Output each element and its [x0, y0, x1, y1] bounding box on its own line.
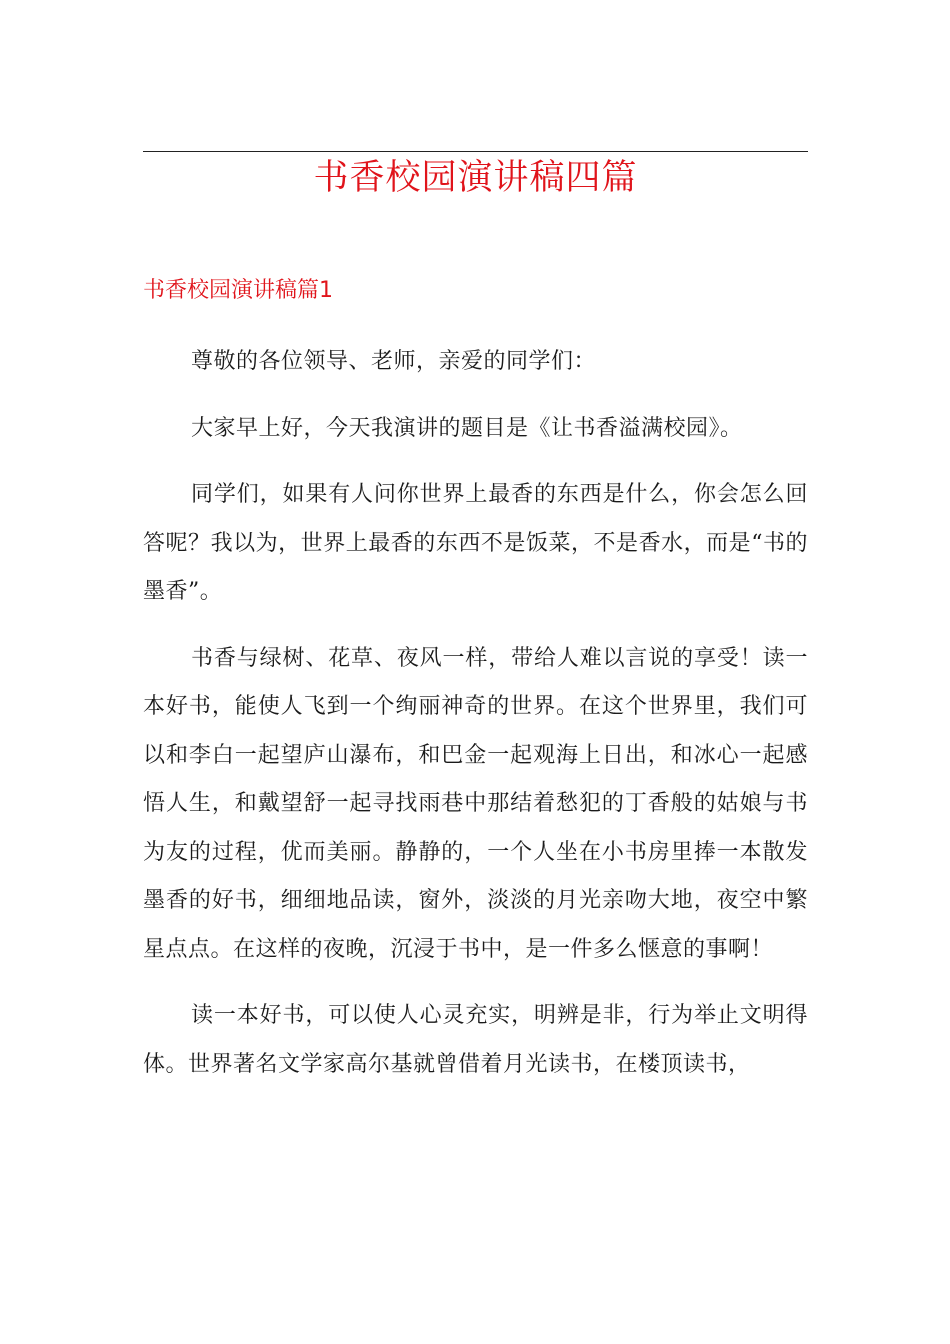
paragraph-greeting: 大家早上好，今天我演讲的题目是《让书香溢满校园》。 — [191, 415, 743, 441]
body-text — [143, 338, 808, 1107]
paragraph-question: 同学们，如果有人问你世界上最香的东西是什么，你会怎么回答呢？我以为，世界上最香的东西不是饭菜，不是香水，而是“书的墨香”。 — [143, 482, 808, 604]
document-title: 书香校园演讲稿四篇 — [313, 158, 638, 198]
paragraph-good-book: 读一本好书，可以使人心灵充实，明辨是非，行为举止文明得体。世界著名文学家高尔基就曾借着月光读书，在楼顶读书， — [143, 1003, 808, 1077]
section-heading: 书香校园演讲稿篇1 — [143, 278, 333, 303]
paragraph-salutation: 尊敬的各位领导、老师，亲爱的同学们： — [191, 349, 597, 374]
paragraph-book-fragrance: 书香与绿树、花草、夜风一样，带给人难以言说的享受！读一本好书，能使人飞到一个绚丽神奇的世界。在这个世界里，我们可以和李白一起望庐山瀑布，和巴金一起观海上日出，和冰心一起感悟人生，和戴望舒一起寻找雨巷中那结着愁犯的丁香般的姑娘与书为友的过程，优而美丽。静静的，一个人坐在小书房里捧一本散发墨香的好书，细细地品读，窗外，淡淡的月光亲吻大地，夜空中繁星点点。在这样的夜晚，沉浸于书中，是一件多么惬意的事啊！ — [143, 645, 808, 962]
